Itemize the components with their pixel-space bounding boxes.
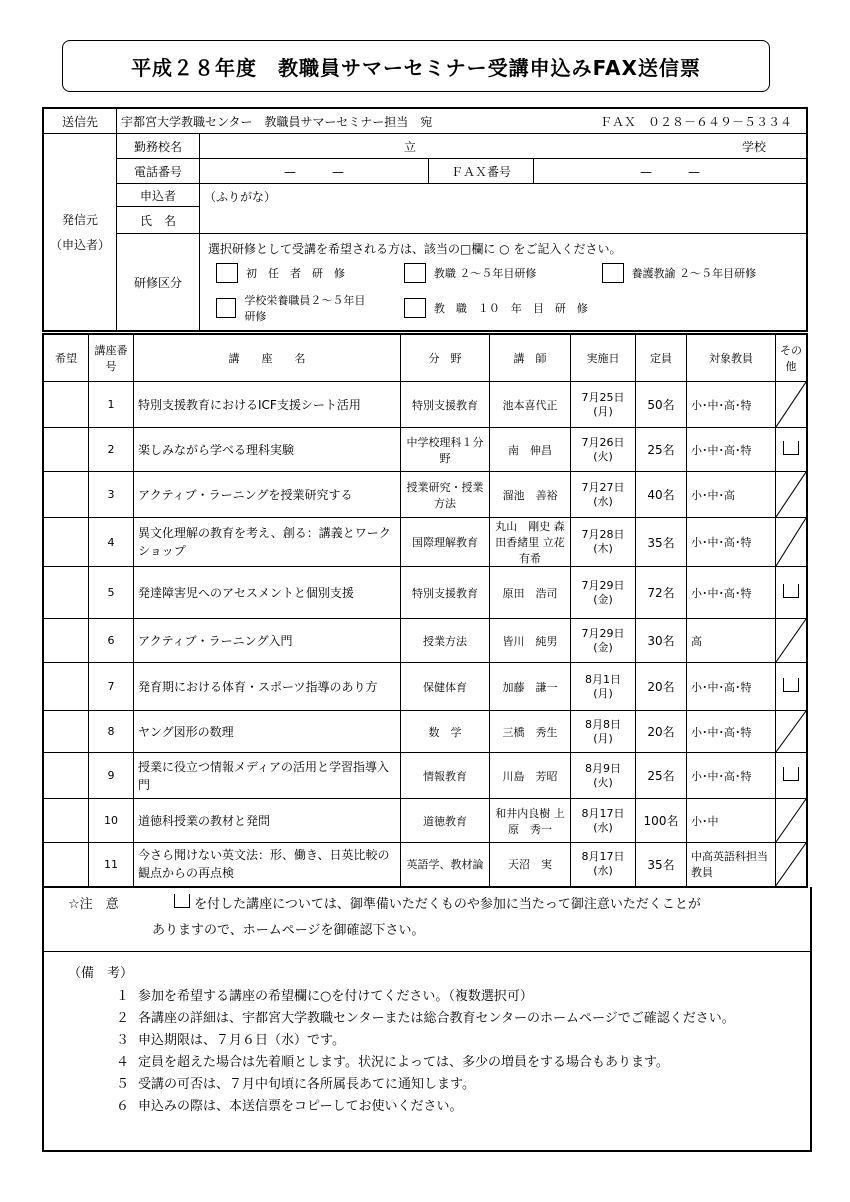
course-target: 小･中･高･特: [687, 567, 776, 619]
course-lecturer: 原田 浩司: [490, 567, 571, 619]
other-cell: [776, 428, 808, 472]
remark-text: 各講座の詳細は、宇都宮大学教職センターまたは総合教育センターのホームページでご確認ください。: [138, 1011, 735, 1026]
option-eiyo-2-5[interactable]: [216, 292, 376, 324]
course-row: [43, 382, 807, 428]
course-number: 4: [89, 518, 134, 567]
kibou-cell[interactable]: [43, 843, 89, 887]
course-lecturer: 丸山 剛史 森田香緒里 立花 有希: [490, 518, 571, 567]
course-date: 8月17日: [581, 850, 625, 864]
header-target: 対象教員: [687, 334, 776, 382]
course-row: [43, 799, 807, 843]
course-target: 中高英語科担当教員: [687, 843, 776, 887]
training-instruction: 選択研修として受講を希望される方は、該当の□欄に ○ をご記入ください。: [208, 242, 622, 256]
other-cell: [776, 472, 808, 518]
form-title: 平成２８年度 教職員サマーセミナー受講申込みFAX送信票: [62, 40, 770, 92]
course-date-cell: [571, 567, 636, 619]
slash-line: [776, 382, 806, 427]
course-field: 特別支援教育: [401, 382, 490, 428]
remark-number: ６: [116, 1099, 130, 1114]
option-label: 教 職 １０ 年 目 研 修: [433, 302, 588, 315]
option-yogo-2-5[interactable]: [602, 263, 757, 283]
option-shonin[interactable]: [216, 263, 376, 283]
course-number: 7: [89, 663, 134, 711]
option-label: 教職 ２～５年目研修: [433, 267, 537, 280]
course-title: 特別支援教育におけるICF支援シート活用: [134, 382, 401, 428]
course-title: 発育期における体育・スポーツ指導のあり方: [134, 663, 401, 711]
course-dow: (水): [593, 864, 613, 878]
slash-line: [776, 518, 806, 566]
remark-number: ５: [116, 1077, 130, 1092]
course-date: 8月8日: [585, 717, 621, 731]
kibou-cell[interactable]: [43, 663, 89, 711]
course-lecturer: 川島 芳昭: [490, 753, 571, 799]
checkbox[interactable]: [216, 263, 238, 283]
course-row: [43, 663, 807, 711]
from-label-2: （申込者）: [49, 238, 110, 252]
course-date-cell: [571, 472, 636, 518]
course-dow: (金): [593, 640, 613, 654]
course-capacity: 20名: [636, 663, 687, 711]
course-target: 小･中: [687, 799, 776, 843]
course-number: 3: [89, 472, 134, 518]
course-date-cell: [571, 428, 636, 472]
other-cell: [776, 663, 808, 711]
course-date-cell: [571, 711, 636, 753]
course-date-cell: [571, 619, 636, 663]
kibou-cell[interactable]: [43, 428, 89, 472]
slash-line: [776, 711, 806, 752]
header-lecturer: 講 師: [490, 334, 571, 382]
remark-number: ２: [116, 1011, 130, 1026]
sender-table: [42, 107, 808, 332]
course-target: 小･中･高･特: [687, 663, 776, 711]
course-title: 授業に役立つ情報メディアの活用と学習指導入門: [134, 753, 401, 799]
other-cell: [776, 753, 808, 799]
phone-field[interactable]: — —: [200, 159, 429, 184]
course-date: 7月26日: [581, 435, 625, 449]
course-title: 道徳科授業の教材と発問: [134, 799, 401, 843]
remark-text: 受講の可否は、７月中旬頃に各所属長あてに通知します。: [138, 1077, 475, 1092]
option-label: 学校栄養職員２～５年目研修: [244, 294, 366, 323]
course-date: 7月25日: [581, 390, 625, 404]
remark-item: [116, 1008, 735, 1030]
kibou-cell[interactable]: [43, 518, 89, 567]
course-target: 小･中･高･特: [687, 753, 776, 799]
kibou-cell[interactable]: [43, 472, 89, 518]
course-target: 小･中･高･特: [687, 711, 776, 753]
header-field: 分 野: [401, 334, 490, 382]
course-dow: (水): [593, 494, 613, 508]
remarks-heading: （備 考）: [68, 966, 134, 981]
note-line-2: ありますので、ホームページを御確認下さい。: [152, 923, 425, 938]
option-kyoshoku-10[interactable]: [404, 298, 588, 318]
from-label-1: 発信元: [61, 213, 98, 227]
course-lecturer: 南 伸昌: [490, 428, 571, 472]
course-date: 8月17日: [581, 806, 625, 820]
slash-line: [776, 472, 806, 517]
course-target: 小･中･高: [687, 472, 776, 518]
course-date: 8月1日: [585, 672, 621, 686]
course-lecturer: 加藤 謙一: [490, 663, 571, 711]
course-lecturer: 溜池 善裕: [490, 472, 571, 518]
notice-mark-icon: [174, 894, 190, 908]
remark-item: [116, 1096, 735, 1118]
course-capacity: 20名: [636, 711, 687, 753]
header-kibou: 希望: [43, 334, 89, 382]
course-row: [43, 711, 807, 753]
course-target: 小･中･高･特: [687, 382, 776, 428]
other-cell: [776, 567, 808, 619]
course-capacity: 35名: [636, 518, 687, 567]
course-target: 高: [687, 619, 776, 663]
course-field: 数 学: [401, 711, 490, 753]
other-cell: [776, 711, 808, 753]
option-kyoshoku-2-5[interactable]: [404, 263, 574, 283]
course-capacity: 40名: [636, 472, 687, 518]
course-lecturer: 天沼 実: [490, 843, 571, 887]
course-date: 7月27日: [581, 480, 625, 494]
course-date-cell: [571, 382, 636, 428]
course-row: [43, 567, 807, 619]
kibou-cell[interactable]: [43, 753, 89, 799]
applicant-label: 申込者: [117, 184, 200, 207]
option-label: 初 任 者 研 修: [246, 267, 345, 280]
fax-field[interactable]: — —: [534, 159, 808, 184]
course-date-cell: [571, 843, 636, 887]
course-table: [42, 333, 808, 888]
course-lecturer: 和井内良樹 上原 秀一: [490, 799, 571, 843]
course-row: [43, 843, 807, 887]
course-field: 中学校理科１分野: [401, 428, 490, 472]
slash-line: [776, 843, 806, 886]
course-title: アクティブ・ラーニング入門: [134, 619, 401, 663]
course-number: 8: [89, 711, 134, 753]
course-capacity: 100名: [636, 799, 687, 843]
course-field: 授業研究・授業方法: [401, 472, 490, 518]
remark-item: [116, 1052, 735, 1074]
course-field: 国際理解教育: [401, 518, 490, 567]
remark-text: 申込期限は、７月６日（水）です。: [138, 1033, 345, 1048]
course-dow: (月): [593, 731, 613, 745]
course-capacity: 30名: [636, 619, 687, 663]
remark-text: 申込みの際は、本送信票をコピーしてお使いください。: [138, 1099, 463, 1114]
school-label: 勤務校名: [117, 134, 200, 159]
course-title: アクティブ・ラーニングを授業研究する: [134, 472, 401, 518]
course-capacity: 72名: [636, 567, 687, 619]
course-dow: (金): [593, 592, 613, 606]
other-cell: [776, 619, 808, 663]
remarks-block: [42, 951, 812, 1152]
other-cell: [776, 843, 808, 887]
course-row: [43, 518, 807, 567]
notice-mark-icon: [783, 767, 799, 781]
school-end: 学校: [741, 139, 766, 154]
school-mid: 立: [404, 139, 417, 154]
kibou-cell[interactable]: [43, 567, 89, 619]
kibou-cell[interactable]: [43, 382, 89, 428]
checkbox[interactable]: [216, 298, 236, 318]
course-row: [43, 619, 807, 663]
remarks-list: [116, 986, 735, 1118]
note-block: [42, 887, 812, 952]
note-line-1: [174, 893, 701, 912]
remark-number: ４: [116, 1055, 130, 1070]
course-date-cell: [571, 799, 636, 843]
header-no: 講座番号: [89, 334, 134, 382]
note-text-1: を付した講座については、御準備いただくものや参加に当たって御注意いただくことが: [194, 897, 701, 912]
course-dow: (月): [593, 686, 613, 700]
header-date: 実施日: [571, 334, 636, 382]
course-title: ヤング図形の数理: [134, 711, 401, 753]
note-label: ☆注 意: [68, 897, 119, 912]
course-date-cell: [571, 753, 636, 799]
course-capacity: 25名: [636, 428, 687, 472]
course-dow: (木): [593, 542, 613, 555]
remark-item: [116, 1030, 735, 1052]
checkbox[interactable]: [602, 263, 624, 283]
notice-mark-icon: [783, 678, 799, 692]
course-title: 発達障害児へのアセスメントと個別支援: [134, 567, 401, 619]
other-cell: [776, 799, 808, 843]
checkbox[interactable]: [404, 263, 426, 283]
course-lecturer: 池本喜代正: [490, 382, 571, 428]
course-capacity: 50名: [636, 382, 687, 428]
course-number: 1: [89, 382, 134, 428]
remark-item: [116, 1074, 735, 1096]
course-date-cell: [571, 663, 636, 711]
course-number: 6: [89, 619, 134, 663]
fax-label: ＦＡＸ番号: [429, 159, 534, 184]
course-capacity: 25名: [636, 753, 687, 799]
course-date: 7月29日: [581, 626, 625, 640]
course-field: 授業方法: [401, 619, 490, 663]
course-target: 小･中･高･特: [687, 518, 776, 567]
remark-number: ３: [116, 1033, 130, 1048]
remark-number: １: [116, 989, 130, 1004]
course-number: 11: [89, 843, 134, 887]
course-title: 楽しみながら学べる理科実験: [134, 428, 401, 472]
name-label: 氏 名: [117, 207, 200, 234]
school-field[interactable]: [200, 134, 808, 159]
course-dow: (月): [593, 404, 613, 418]
to-value: 宇都宮大学教職センター 教職員サマーセミナー担当 宛: [121, 114, 433, 129]
training-label: 研修区分: [117, 234, 200, 332]
course-date-cell: [571, 518, 636, 567]
slash-line: [776, 619, 806, 662]
kibou-cell[interactable]: [43, 619, 89, 663]
course-date: 7月28日: [581, 528, 625, 541]
course-row: [43, 753, 807, 799]
name-field[interactable]: [200, 184, 808, 234]
from-label: [43, 134, 117, 332]
notice-mark-icon: [783, 584, 799, 598]
course-dow: (火): [593, 775, 613, 789]
other-cell: [776, 518, 808, 567]
fax-number: ＦＡＸ ０２８－６４９－５３３４: [599, 114, 792, 129]
course-date: 8月9日: [585, 761, 621, 775]
course-number: 2: [89, 428, 134, 472]
header-other: その他: [776, 334, 808, 382]
course-lecturer: 三橋 秀生: [490, 711, 571, 753]
to-cell: [117, 108, 808, 134]
remark-text: 参加を希望する講座の希望欄に○を付けてください。（複数選択可）: [138, 989, 533, 1004]
kibou-cell[interactable]: [43, 799, 89, 843]
checkbox[interactable]: [404, 298, 426, 318]
course-title: 異文化理解の教育を考え、創る：講義とワークショップ: [134, 518, 401, 567]
remark-item: [116, 986, 735, 1008]
course-row: [43, 472, 807, 518]
course-number: 10: [89, 799, 134, 843]
training-options: [200, 234, 808, 332]
course-field: 情報教育: [401, 753, 490, 799]
course-date: 7月29日: [581, 578, 625, 592]
course-dow: (水): [593, 820, 613, 834]
kibou-cell[interactable]: [43, 711, 89, 753]
course-lecturer: 皆川 純男: [490, 619, 571, 663]
course-title: 今さら聞けない英文法：形、働き、日英比較の観点からの再点検: [134, 843, 401, 887]
other-cell: [776, 382, 808, 428]
phone-label: 電話番号: [117, 159, 200, 184]
course-capacity: 35名: [636, 843, 687, 887]
course-field: 道徳教育: [401, 799, 490, 843]
course-field: 特別支援教育: [401, 567, 490, 619]
course-dow: (火): [593, 449, 613, 463]
course-row: [43, 428, 807, 472]
course-number: 5: [89, 567, 134, 619]
to-label: 送信先: [43, 108, 117, 134]
remark-text: 定員を超えた場合は先着順とします。状況によっては、多少の増員をする場合もあります。: [138, 1055, 669, 1070]
course-number: 9: [89, 753, 134, 799]
course-field: 保健体育: [401, 663, 490, 711]
course-target: 小･中･高･特: [687, 428, 776, 472]
header-title: 講 座 名: [134, 334, 401, 382]
course-field: 英語学、教材論: [401, 843, 490, 887]
option-label: 養護教諭 ２～５年目研修: [631, 267, 757, 280]
slash-line: [776, 799, 806, 842]
header-cap: 定員: [636, 334, 687, 382]
furigana-label: （ふりがな）: [204, 190, 277, 204]
notice-mark-icon: [783, 441, 799, 455]
